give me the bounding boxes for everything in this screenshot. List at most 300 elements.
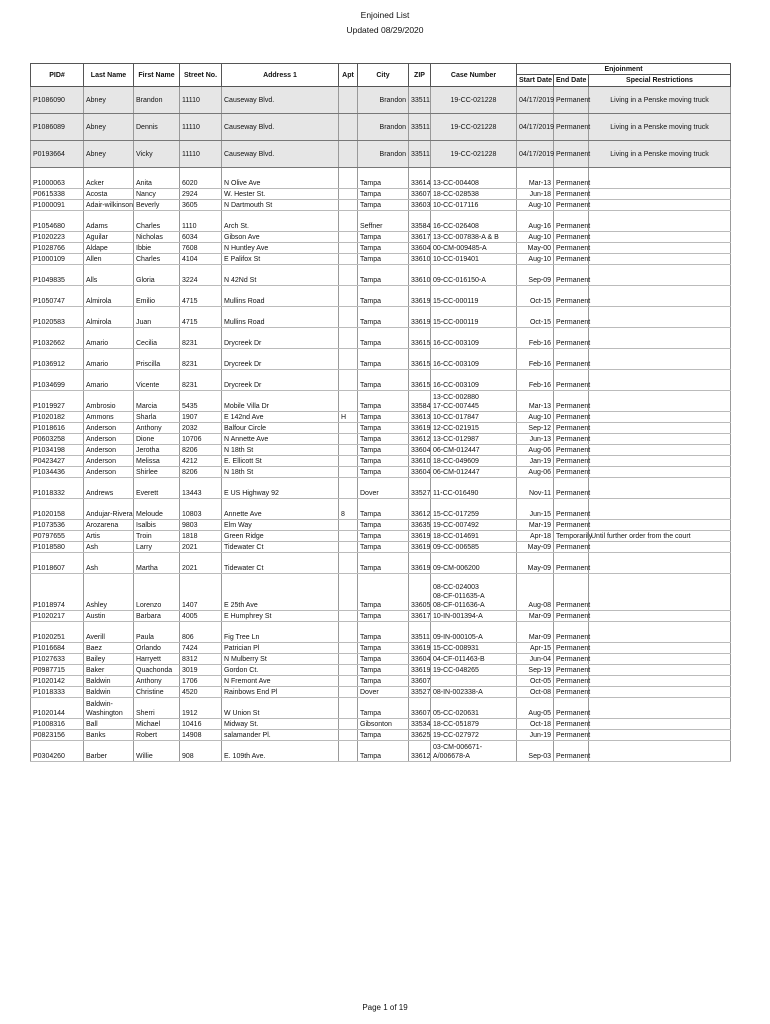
apt-cell [339, 328, 358, 349]
street-no-cell: 7608 [180, 243, 222, 254]
zip-cell: 33612 [409, 434, 431, 445]
apt-cell [339, 676, 358, 687]
city-cell: Tampa [358, 265, 409, 286]
case-number-cell: 08-IN-002338-A [431, 687, 517, 698]
start-date-cell: Mar-09 [517, 611, 554, 622]
end-date-cell: Permanent [554, 141, 589, 168]
address-cell: N Olive Ave [222, 168, 339, 189]
pid-cell: P1054680 [31, 211, 84, 232]
street-no-cell: 4212 [180, 456, 222, 467]
street-no-cell: 2032 [180, 423, 222, 434]
start-date-cell: Nov-11 [517, 478, 554, 499]
address-cell: Rainbows End Pl [222, 687, 339, 698]
last-name-cell: Almirola [84, 286, 134, 307]
first-name-cell: Ibbie [134, 243, 180, 254]
header-last-name: Last Name [84, 64, 134, 87]
special-restrictions-cell [589, 456, 731, 467]
start-date-cell: Sep-12 [517, 423, 554, 434]
street-no-cell: 8206 [180, 467, 222, 478]
table-row [31, 499, 731, 520]
table-row [31, 391, 731, 412]
city-cell: Tampa [358, 243, 409, 254]
last-name-cell: Adair-wilkinson [84, 200, 134, 211]
zip-cell: 33511 [409, 114, 431, 141]
city-cell: Tampa [358, 741, 409, 762]
table-row [31, 665, 731, 676]
case-number-cell: 16-CC-003109 [431, 370, 517, 391]
city-cell: Tampa [358, 328, 409, 349]
zip-cell: 33619 [409, 542, 431, 553]
end-date-cell: Permanent [554, 520, 589, 531]
pid-cell: P1020142 [31, 676, 84, 687]
end-date-cell: Permanent [554, 611, 589, 622]
street-no-cell: 6034 [180, 232, 222, 243]
special-restrictions-cell [589, 412, 731, 423]
last-name-cell: Acker [84, 168, 134, 189]
zip-cell: 33604 [409, 467, 431, 478]
address-cell: W Union St [222, 698, 339, 719]
zip-cell: 33612 [409, 741, 431, 762]
zip-cell: 33607 [409, 676, 431, 687]
pid-cell: P1032662 [31, 328, 84, 349]
first-name-cell: Paula [134, 622, 180, 643]
pid-cell: P1020182 [31, 412, 84, 423]
first-name-cell: Michael [134, 719, 180, 730]
address-cell: Elm Way [222, 520, 339, 531]
last-name-cell: Ash [84, 542, 134, 553]
table-row [31, 676, 731, 687]
end-date-cell: Permanent [554, 114, 589, 141]
pid-cell: P1008316 [31, 719, 84, 730]
address-cell: Fig Tree Ln [222, 622, 339, 643]
city-cell: Seffner [358, 211, 409, 232]
address-cell: Patrician Pl [222, 643, 339, 654]
apt-cell [339, 114, 358, 141]
street-no-cell: 10416 [180, 719, 222, 730]
zip-cell: 33615 [409, 328, 431, 349]
apt-cell [339, 286, 358, 307]
apt-cell [339, 349, 358, 370]
case-number-cell: 15-CC-000119 [431, 307, 517, 328]
apt-cell [339, 423, 358, 434]
zip-cell: 33584 [409, 211, 431, 232]
special-restrictions-cell [589, 243, 731, 254]
zip-cell: 33604 [409, 445, 431, 456]
apt-cell [339, 141, 358, 168]
special-restrictions-cell [589, 730, 731, 741]
end-date-cell: Temporarily [554, 531, 589, 542]
special-restrictions-cell [589, 211, 731, 232]
start-date-cell: 04/17/2019 [517, 114, 554, 141]
table-row [31, 643, 731, 654]
street-no-cell: 10803 [180, 499, 222, 520]
street-no-cell: 11110 [180, 87, 222, 114]
street-no-cell: 1110 [180, 211, 222, 232]
end-date-cell: Permanent [554, 243, 589, 254]
city-cell: Tampa [358, 412, 409, 423]
pid-cell: P1020144 [31, 698, 84, 719]
special-restrictions-cell [589, 622, 731, 643]
start-date-cell: Oct-05 [517, 676, 554, 687]
city-cell: Tampa [358, 456, 409, 467]
apt-cell [339, 643, 358, 654]
city-cell: Tampa [358, 665, 409, 676]
apt-cell: 8 [339, 499, 358, 520]
address-cell: Arch St. [222, 211, 339, 232]
table-row [31, 211, 731, 232]
city-cell: Tampa [358, 676, 409, 687]
special-restrictions-cell: Living in a Penske moving truck [589, 87, 731, 114]
table-row [31, 611, 731, 622]
first-name-cell: Vicente [134, 370, 180, 391]
zip-cell: 33527 [409, 687, 431, 698]
zip-cell: 33615 [409, 370, 431, 391]
case-number-cell: 00-CM-009485-A [431, 243, 517, 254]
city-cell: Tampa [358, 611, 409, 622]
case-number-cell: 19-CC-021228 [431, 114, 517, 141]
table-row [31, 478, 731, 499]
zip-cell: 33619 [409, 286, 431, 307]
street-no-cell: 806 [180, 622, 222, 643]
header-city: City [358, 64, 409, 87]
last-name-cell: Baldwin [84, 687, 134, 698]
table-row [31, 254, 731, 265]
enjoined-table [30, 63, 731, 762]
pid-cell: P1020223 [31, 232, 84, 243]
street-no-cell: 10706 [180, 434, 222, 445]
last-name-cell: Barber [84, 741, 134, 762]
city-cell: Dover [358, 478, 409, 499]
end-date-cell: Permanent [554, 445, 589, 456]
last-name-cell: Andujar-Rivera [84, 499, 134, 520]
table-row [31, 542, 731, 553]
table-row [31, 456, 731, 467]
case-number-cell: 04-CF-011463-B [431, 654, 517, 665]
apt-cell: H [339, 412, 358, 423]
city-cell: Tampa [358, 307, 409, 328]
header-apt: Apt [339, 64, 358, 87]
special-restrictions-cell [589, 189, 731, 200]
start-date-cell: Jun-19 [517, 730, 554, 741]
first-name-cell: Gloria [134, 265, 180, 286]
start-date-cell: May-09 [517, 553, 554, 574]
table-row [31, 168, 731, 189]
address-cell: salamander Pl. [222, 730, 339, 741]
start-date-cell: Aug-16 [517, 211, 554, 232]
apt-cell [339, 200, 358, 211]
special-restrictions-cell [589, 254, 731, 265]
street-no-cell: 1407 [180, 574, 222, 611]
pid-cell: P1086090 [31, 87, 84, 114]
first-name-cell: Isalbis [134, 520, 180, 531]
end-date-cell: Permanent [554, 254, 589, 265]
city-cell: Gibsonton [358, 719, 409, 730]
table-row [31, 87, 731, 114]
start-date-cell: Feb-16 [517, 349, 554, 370]
first-name-cell: Beverly [134, 200, 180, 211]
address-cell: N 42Nd St [222, 265, 339, 286]
table-row [31, 265, 731, 286]
end-date-cell: Permanent [554, 643, 589, 654]
city-cell: Brandon [358, 87, 409, 114]
special-restrictions-cell [589, 698, 731, 719]
last-name-cell: Anderson [84, 456, 134, 467]
case-number-cell: 09-IN-000105-A [431, 622, 517, 643]
zip-cell: 33604 [409, 243, 431, 254]
zip-cell: 33619 [409, 531, 431, 542]
zip-cell: 33610 [409, 265, 431, 286]
address-cell: N Mulberry St [222, 654, 339, 665]
apt-cell [339, 741, 358, 762]
end-date-cell: Permanent [554, 676, 589, 687]
table-row [31, 531, 731, 542]
last-name-cell: Allen [84, 254, 134, 265]
case-number-cell: 15-CC-017259 [431, 499, 517, 520]
first-name-cell: Everett [134, 478, 180, 499]
pid-cell: P1020251 [31, 622, 84, 643]
address-cell: N Annette Ave [222, 434, 339, 445]
city-cell: Brandon [358, 141, 409, 168]
zip-cell: 33607 [409, 698, 431, 719]
special-restrictions-cell [589, 478, 731, 499]
page-number: Page 1 of 19 [362, 1003, 408, 1012]
last-name-cell: Baldwin- Washington [84, 698, 134, 719]
last-name-cell: Andrews [84, 478, 134, 499]
table-row [31, 719, 731, 730]
street-no-cell: 4715 [180, 286, 222, 307]
city-cell: Tampa [358, 499, 409, 520]
zip-cell: 33635 [409, 520, 431, 531]
address-cell: E Humphrey St [222, 611, 339, 622]
end-date-cell: Permanent [554, 87, 589, 114]
address-cell: Drycreek Dr [222, 349, 339, 370]
first-name-cell: Anthony [134, 676, 180, 687]
street-no-cell: 13443 [180, 478, 222, 499]
start-date-cell: Mar-13 [517, 391, 554, 412]
street-no-cell: 2021 [180, 553, 222, 574]
start-date-cell: Jun-04 [517, 654, 554, 665]
end-date-cell: Permanent [554, 478, 589, 499]
pid-cell: P1034436 [31, 467, 84, 478]
case-number-cell: 19-CC-048265 [431, 665, 517, 676]
city-cell: Tampa [358, 730, 409, 741]
end-date-cell: Permanent [554, 370, 589, 391]
apt-cell [339, 254, 358, 265]
start-date-cell: Oct-15 [517, 307, 554, 328]
first-name-cell: Emilio [134, 286, 180, 307]
case-number-cell: 18-CC-049609 [431, 456, 517, 467]
address-cell: E 25th Ave [222, 574, 339, 611]
apt-cell [339, 265, 358, 286]
end-date-cell: Permanent [554, 698, 589, 719]
special-restrictions-cell: Living in a Penske moving truck [589, 141, 731, 168]
first-name-cell: Lorenzo [134, 574, 180, 611]
case-number-cell: 16-CC-003109 [431, 349, 517, 370]
first-name-cell: Meloude [134, 499, 180, 520]
end-date-cell: Permanent [554, 265, 589, 286]
last-name-cell: Baldwin [84, 676, 134, 687]
city-cell: Tampa [358, 542, 409, 553]
zip-cell: 33610 [409, 456, 431, 467]
city-cell: Tampa [358, 254, 409, 265]
city-cell: Tampa [358, 698, 409, 719]
apt-cell [339, 687, 358, 698]
address-cell: E. Ellicott St [222, 456, 339, 467]
street-no-cell: 8206 [180, 445, 222, 456]
pid-cell: P1016684 [31, 643, 84, 654]
first-name-cell: Brandon [134, 87, 180, 114]
special-restrictions-cell [589, 553, 731, 574]
pid-cell: P1000091 [31, 200, 84, 211]
zip-cell: 33534 [409, 719, 431, 730]
pid-cell: P0797655 [31, 531, 84, 542]
end-date-cell: Permanent [554, 189, 589, 200]
address-cell: E 142nd Ave [222, 412, 339, 423]
last-name-cell: Amario [84, 349, 134, 370]
zip-cell: 33617 [409, 232, 431, 243]
street-no-cell: 4715 [180, 307, 222, 328]
header-address: Address 1 [222, 64, 339, 87]
start-date-cell: Apr-15 [517, 643, 554, 654]
table-row [31, 520, 731, 531]
last-name-cell: Anderson [84, 445, 134, 456]
special-restrictions-cell [589, 445, 731, 456]
street-no-cell: 11110 [180, 141, 222, 168]
zip-cell: 33612 [409, 499, 431, 520]
case-number-cell: 18-CC-028538 [431, 189, 517, 200]
first-name-cell: Troin [134, 531, 180, 542]
start-date-cell: Mar-09 [517, 622, 554, 643]
special-restrictions-cell [589, 434, 731, 445]
last-name-cell: Almirola [84, 307, 134, 328]
city-cell: Tampa [358, 520, 409, 531]
table-row [31, 189, 731, 200]
address-cell: Green Ridge [222, 531, 339, 542]
pid-cell: P1019927 [31, 391, 84, 412]
pid-cell: P1036912 [31, 349, 84, 370]
zip-cell: 33615 [409, 349, 431, 370]
special-restrictions-cell [589, 423, 731, 434]
last-name-cell: Abney [84, 87, 134, 114]
start-date-cell: Oct-15 [517, 286, 554, 307]
last-name-cell: Arozarena [84, 520, 134, 531]
start-date-cell: Feb-16 [517, 370, 554, 391]
last-name-cell: Acosta [84, 189, 134, 200]
special-restrictions-cell [589, 307, 731, 328]
pid-cell: P1000109 [31, 254, 84, 265]
pid-cell: P1086089 [31, 114, 84, 141]
pid-cell: P1020217 [31, 611, 84, 622]
table-row [31, 412, 731, 423]
last-name-cell: Ash [84, 553, 134, 574]
city-cell: Brandon [358, 114, 409, 141]
street-no-cell: 6020 [180, 168, 222, 189]
last-name-cell: Abney [84, 141, 134, 168]
last-name-cell: Bailey [84, 654, 134, 665]
street-no-cell: 1912 [180, 698, 222, 719]
table-row [31, 141, 731, 168]
apt-cell [339, 467, 358, 478]
address-cell: N 18th St [222, 467, 339, 478]
apt-cell [339, 574, 358, 611]
case-number-cell: 13-CC-004408 [431, 168, 517, 189]
apt-cell [339, 87, 358, 114]
case-number-cell: 19-CC-021228 [431, 87, 517, 114]
last-name-cell: Ammons [84, 412, 134, 423]
first-name-cell: Christine [134, 687, 180, 698]
street-no-cell: 2021 [180, 542, 222, 553]
address-cell: Causeway Blvd. [222, 87, 339, 114]
first-name-cell: Priscilla [134, 349, 180, 370]
special-restrictions-cell [589, 200, 731, 211]
last-name-cell: Aldape [84, 243, 134, 254]
case-number-cell: 09-CC-016150-A [431, 265, 517, 286]
case-number-cell: 10-CC-017116 [431, 200, 517, 211]
zip-cell: 33603 [409, 200, 431, 211]
pid-cell: P1073536 [31, 520, 84, 531]
pid-cell: P1034699 [31, 370, 84, 391]
last-name-cell: Banks [84, 730, 134, 741]
pid-cell: P1018580 [31, 542, 84, 553]
case-number-cell: 19-CC-021228 [431, 141, 517, 168]
apt-cell [339, 665, 358, 676]
start-date-cell: Aug-10 [517, 232, 554, 243]
start-date-cell: Mar-13 [517, 168, 554, 189]
address-cell: Causeway Blvd. [222, 141, 339, 168]
first-name-cell: Jerotha [134, 445, 180, 456]
end-date-cell: Permanent [554, 499, 589, 520]
street-no-cell: 1706 [180, 676, 222, 687]
table-row [31, 328, 731, 349]
pid-cell: P1050747 [31, 286, 84, 307]
special-restrictions-cell [589, 654, 731, 665]
last-name-cell: Ball [84, 719, 134, 730]
first-name-cell: Juan [134, 307, 180, 328]
special-restrictions-cell [589, 574, 731, 611]
pid-cell: P1018332 [31, 478, 84, 499]
apt-cell [339, 168, 358, 189]
case-number-cell: 19-CC-027972 [431, 730, 517, 741]
table-row [31, 434, 731, 445]
pid-cell: P1034198 [31, 445, 84, 456]
first-name-cell: Cecilia [134, 328, 180, 349]
zip-cell: 33584 [409, 391, 431, 412]
table-row [31, 654, 731, 665]
start-date-cell: Aug-06 [517, 467, 554, 478]
start-date-cell: Sep-09 [517, 265, 554, 286]
special-restrictions-cell [589, 643, 731, 654]
pid-cell: P1018333 [31, 687, 84, 698]
special-restrictions-cell [589, 286, 731, 307]
special-restrictions-cell [589, 542, 731, 553]
start-date-cell: Aug-08 [517, 574, 554, 611]
address-cell: Gordon Ct. [222, 665, 339, 676]
pid-cell: P0987715 [31, 665, 84, 676]
pid-cell: P0304260 [31, 741, 84, 762]
special-restrictions-cell [589, 499, 731, 520]
first-name-cell: Dennis [134, 114, 180, 141]
last-name-cell: Amario [84, 328, 134, 349]
pid-cell: P1049835 [31, 265, 84, 286]
apt-cell [339, 456, 358, 467]
end-date-cell: Permanent [554, 687, 589, 698]
first-name-cell: Charles [134, 211, 180, 232]
last-name-cell: Artis [84, 531, 134, 542]
table-row [31, 741, 731, 762]
address-cell: N Dartmouth St [222, 200, 339, 211]
end-date-cell: Permanent [554, 434, 589, 445]
street-no-cell: 11110 [180, 114, 222, 141]
